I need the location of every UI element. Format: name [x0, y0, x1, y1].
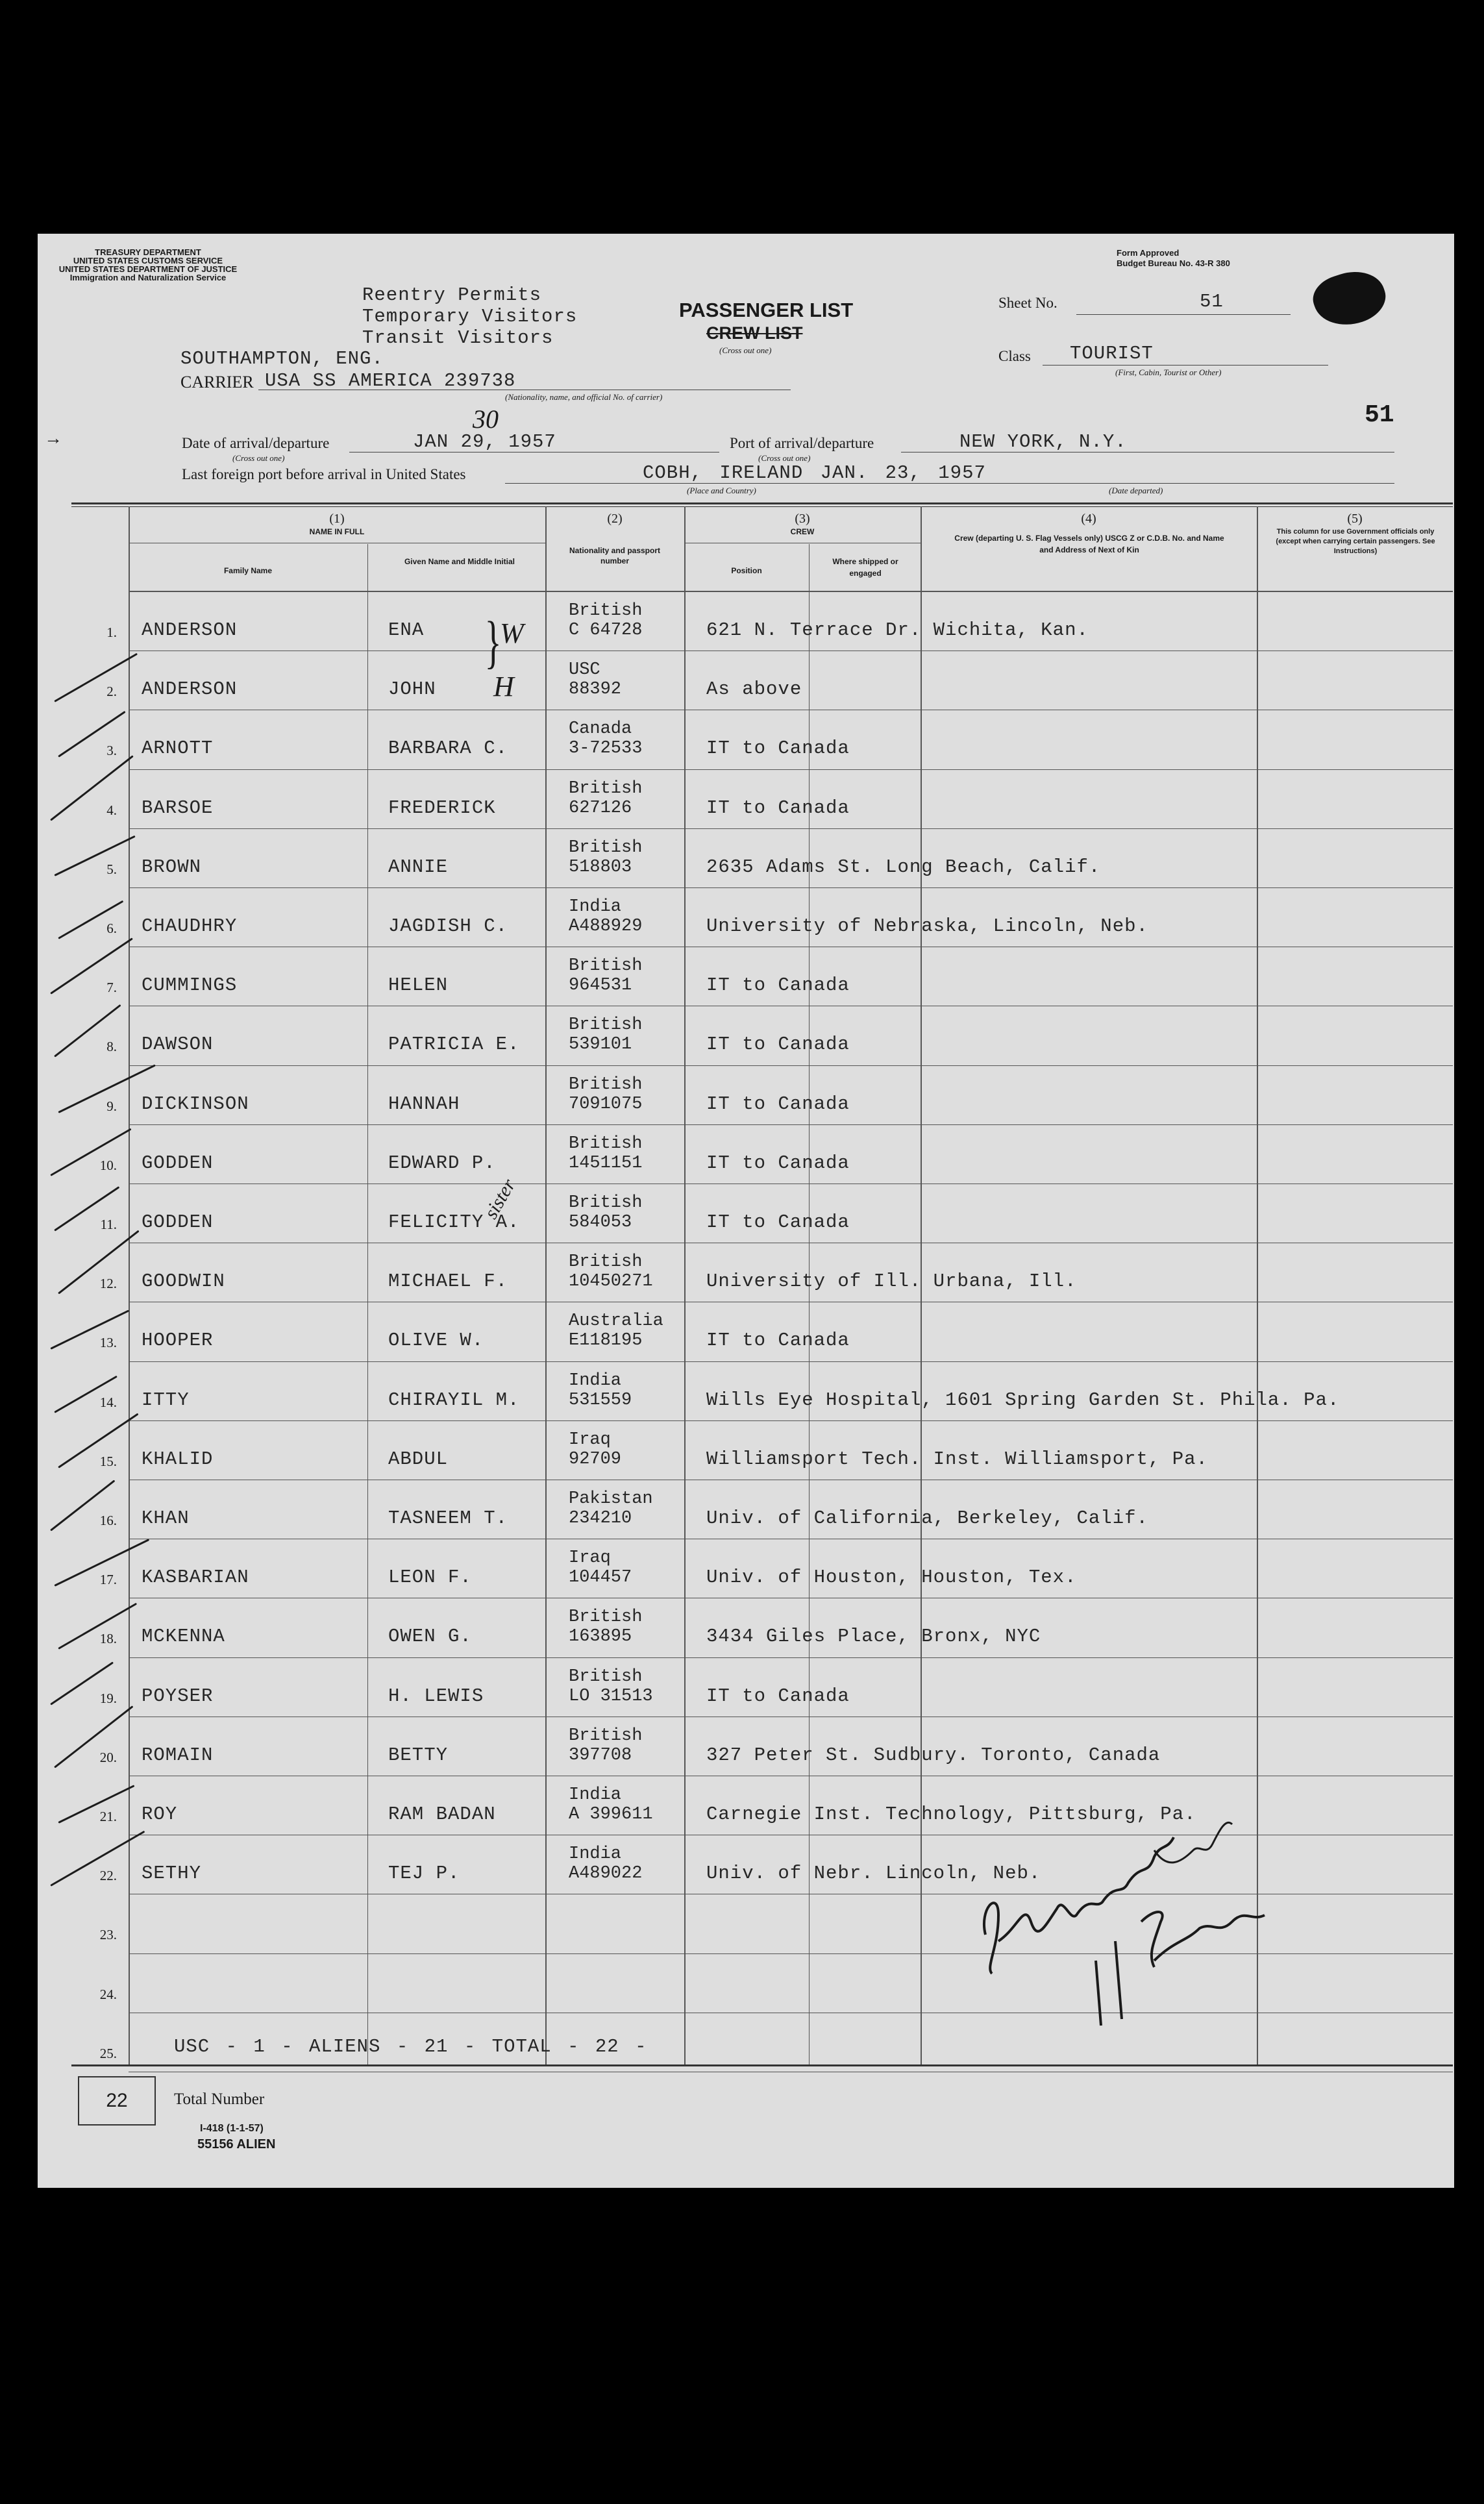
family-name: POYSER — [142, 1685, 214, 1707]
crew-or-address: Univ. of Nebr. Lincoln, Neb. — [706, 1863, 1041, 1885]
given-name: BARBARA C. — [388, 738, 508, 760]
family-name: ROY — [142, 1804, 178, 1825]
sheet-number: 51 — [1200, 291, 1224, 312]
crew-or-address: IT to Canada — [706, 1685, 850, 1707]
crew-or-address: As above — [706, 678, 802, 700]
table-row — [38, 1717, 1453, 1776]
budget-bureau: Budget Bureau No. 43-R 380 — [1117, 258, 1230, 268]
given-name: JAGDISH C. — [388, 915, 508, 937]
signature — [959, 1811, 1297, 2032]
page-number: 51 — [1365, 401, 1394, 429]
date-departed-note: (Date departed) — [1109, 486, 1163, 495]
col3-number: (3) — [795, 512, 810, 526]
row-number: 10. — [99, 1157, 117, 1173]
passport-number: 7091075 — [569, 1094, 643, 1114]
crew-or-address: Carnegie Inst. Technology, Pittsburg, Pa. — [706, 1804, 1196, 1825]
row-number: 8. — [106, 1039, 117, 1055]
table-row — [38, 1125, 1453, 1184]
passport-number: 88392 — [569, 680, 622, 700]
passport-number: 627126 — [569, 798, 632, 818]
row-number: 5. — [106, 861, 117, 877]
col2-title: Nationality and passport number — [569, 546, 661, 565]
row2-handwritten-mark: H — [493, 671, 514, 702]
given-name: TEJ P. — [388, 1863, 460, 1885]
col5-number: (5) — [1347, 512, 1363, 526]
carrier-value: USA SS AMERICA 239738 — [265, 370, 516, 391]
nationality: British — [569, 1667, 643, 1687]
document-subtitle: CREW LIST — [706, 323, 803, 343]
nationality: India — [569, 1785, 622, 1805]
given-name: TASNEEM T. — [388, 1507, 508, 1529]
col4-number: (4) — [1081, 512, 1096, 526]
given-name: FREDERICK — [388, 797, 496, 819]
row-number: 4. — [106, 802, 117, 818]
col-shipped-header: Where shipped or engaged — [832, 557, 898, 578]
col3-title: CREW — [790, 527, 815, 536]
nationality: India — [569, 897, 622, 917]
row-number: 13. — [99, 1335, 117, 1351]
table-row — [38, 1421, 1453, 1480]
row-number: 3. — [106, 743, 117, 759]
purpose-reentry: Reentry Permits — [362, 284, 542, 306]
port-value: NEW YORK, N.Y. — [959, 431, 1127, 452]
brace-mark: } — [484, 610, 502, 675]
col1-number: (1) — [329, 512, 345, 526]
col-position-header: Position — [731, 566, 762, 575]
crew-or-address: IT to Canada — [706, 1152, 850, 1174]
passport-number: A489022 — [569, 1864, 643, 1884]
family-name: GODDEN — [142, 1152, 214, 1174]
table-row — [38, 1539, 1453, 1598]
given-name: OWEN G. — [388, 1626, 472, 1648]
crew-or-address: 2635 Adams St. Long Beach, Calif. — [706, 856, 1101, 878]
nationality: British — [569, 1015, 643, 1035]
family-name: KHALID — [142, 1448, 214, 1470]
row-number: 19. — [99, 1690, 117, 1706]
class-note: (First, Cabin, Tourist or Other) — [1115, 367, 1222, 377]
nationality: Iraq — [569, 1430, 611, 1450]
passport-number: 3-72533 — [569, 739, 643, 759]
crew-or-address: IT to Canada — [706, 1211, 850, 1233]
table-row — [38, 1006, 1453, 1065]
nationality: British — [569, 1726, 643, 1746]
row-number: 12. — [99, 1276, 117, 1292]
table-row — [38, 1362, 1453, 1421]
ink-blot — [1307, 263, 1391, 334]
family-name: MCKENNA — [142, 1626, 225, 1648]
given-name: H. LEWIS — [388, 1685, 484, 1707]
total-number-value: 22 — [106, 2090, 128, 2111]
handwritten-day: 30 — [473, 404, 499, 434]
family-name: KHAN — [142, 1507, 190, 1529]
title-cross-out-note: (Cross out one) — [719, 345, 772, 355]
nationality: British — [569, 956, 643, 976]
crew-or-address: 327 Peter St. Sudbury. Toronto, Canada — [706, 1744, 1161, 1766]
table-row — [38, 770, 1453, 829]
nationality: Pakistan — [569, 1489, 653, 1509]
nationality: USC — [569, 660, 600, 680]
row-number: 24. — [99, 1986, 117, 2002]
family-name: CHAUDHRY — [142, 915, 238, 937]
purpose-temporary: Temporary Visitors — [362, 306, 578, 327]
row-number: 9. — [106, 1098, 117, 1114]
class-label: Class — [998, 348, 1031, 364]
family-name: ANDERSON — [142, 619, 238, 641]
family-name: SETHY — [142, 1863, 202, 1885]
row-number: 6. — [106, 921, 117, 936]
given-name: PATRICIA E. — [388, 1034, 520, 1056]
passport-number: 397708 — [569, 1745, 632, 1765]
row-number: 11. — [100, 1217, 117, 1232]
table-top-rule — [71, 502, 1453, 504]
family-name: ITTY — [142, 1389, 190, 1411]
given-name: ABDUL — [388, 1448, 449, 1470]
col-given-header: Given Name and Middle Initial — [404, 557, 515, 566]
document-page — [38, 234, 1454, 2188]
crew-or-address: Williamsport Tech. Inst. Williamsport, Pa. — [706, 1448, 1208, 1470]
nationality: British — [569, 1193, 643, 1213]
passport-number: 10450271 — [569, 1272, 653, 1292]
form-subtitle: 55156 ALIEN — [197, 2137, 276, 2151]
family-name: KASBARIAN — [142, 1567, 249, 1589]
row-number: 23. — [99, 1927, 117, 1943]
date-cross-out-note: (Cross out one) — [232, 453, 285, 463]
total-number-box — [78, 2076, 156, 2126]
crew-or-address: 621 N. Terrace Dr. Wichita, Kan. — [706, 619, 1089, 641]
carrier-note: (Nationality, name, and official No. of carrier) — [505, 392, 663, 402]
passport-number: 92709 — [569, 1449, 622, 1469]
family-name: ANDERSON — [142, 678, 238, 700]
row-number: 17. — [99, 1572, 117, 1588]
nationality: British — [569, 1074, 643, 1095]
nationality: Canada — [569, 719, 632, 739]
purpose-list — [362, 284, 577, 349]
passport-number: 1451151 — [569, 1153, 643, 1173]
table-row — [38, 1658, 1453, 1717]
col4-title: Crew (departing U. S. Flag Vessels only) USCG Z or C.D.B. No. and Name and Address of Next of Kin — [954, 534, 1224, 554]
total-number-label: Total Number — [174, 2090, 265, 2108]
class-value: TOURIST — [1070, 343, 1154, 364]
passport-number: 539101 — [569, 1035, 632, 1055]
row-number: 1. — [106, 625, 117, 640]
col1-title: NAME IN FULL — [309, 527, 365, 536]
family-name: GODDEN — [142, 1211, 214, 1233]
table-row — [38, 651, 1453, 710]
passport-number: A 399611 — [569, 1805, 653, 1824]
table-row — [38, 829, 1453, 888]
nationality: British — [569, 601, 643, 621]
given-name: HELEN — [388, 974, 449, 997]
crew-or-address: IT to Canada — [706, 1093, 850, 1115]
family-name: ARNOTT — [142, 738, 214, 760]
table-row — [38, 888, 1453, 947]
passport-number: A488929 — [569, 917, 643, 936]
date-value: JAN 29, 1957 — [413, 431, 556, 452]
family-name: BROWN — [142, 856, 202, 878]
family-name: DICKINSON — [142, 1093, 249, 1115]
margin-arrow-mark: → — [44, 428, 62, 449]
passport-number: LO 31513 — [569, 1686, 653, 1706]
crew-or-address: IT to Canada — [706, 738, 850, 760]
given-name: JOHN — [388, 678, 436, 700]
row-number: 16. — [99, 1513, 117, 1528]
family-name: GOODWIN — [142, 1271, 225, 1293]
given-name: EDWARD P. — [388, 1152, 496, 1174]
port-label: Port of arrival/departure — [730, 435, 874, 451]
crew-or-address: University of Nebraska, Lincoln, Neb. — [706, 915, 1148, 937]
crew-or-address: IT to Canada — [706, 1330, 850, 1352]
crew-or-address: University of Ill. Urbana, Ill. — [706, 1271, 1077, 1293]
row-number: 7. — [106, 980, 117, 996]
origin-port: SOUTHAMPTON, ENG. — [180, 348, 384, 369]
given-name: ENA — [388, 619, 425, 641]
passport-number: 163895 — [569, 1627, 632, 1647]
table-row — [38, 1243, 1453, 1302]
last-port-value: COBH, IRELAND JAN. 23, 1957 — [643, 462, 986, 484]
table-row — [38, 1302, 1453, 1361]
col5-title: This column for use Government officials only (except when carrying certain passengers. See Instructions) — [1276, 528, 1435, 555]
port-cross-out-note: (Cross out one) — [758, 453, 811, 463]
place-note: (Place and Country) — [687, 486, 756, 495]
row-number: 20. — [99, 1749, 117, 1765]
passport-number: C 64728 — [569, 621, 643, 640]
family-name: HOOPER — [142, 1330, 214, 1352]
family-name: CUMMINGS — [142, 974, 238, 997]
table-row — [38, 1598, 1453, 1657]
agency-line-2: UNITED STATES CUSTOMS SERVICE — [73, 256, 223, 266]
nationality: India — [569, 1844, 622, 1865]
passport-number: 584053 — [569, 1213, 632, 1232]
given-name: FELICITY A. — [388, 1211, 520, 1233]
nationality: Iraq — [569, 1548, 611, 1568]
crew-or-address: IT to Canada — [706, 797, 850, 819]
given-name: RAM BADAN — [388, 1804, 496, 1825]
col2-number: (2) — [607, 512, 623, 526]
form-number: I-418 (1-1-57) — [200, 2123, 264, 2134]
nationality: British — [569, 837, 643, 858]
row-number: 21. — [99, 1809, 117, 1824]
passport-number: E118195 — [569, 1331, 643, 1351]
table-row — [38, 947, 1453, 1006]
family-name: ROMAIN — [142, 1744, 214, 1766]
agency-line-4: Immigration and Naturalization Service — [69, 273, 227, 282]
agency-block — [51, 248, 245, 282]
date-label: Date of arrival/departure — [182, 435, 330, 451]
form-approved: Form Approved — [1117, 248, 1180, 258]
given-name: MICHAEL F. — [388, 1271, 508, 1293]
nationality: British — [569, 1252, 643, 1272]
given-name: ANNIE — [388, 856, 449, 878]
family-name: BARSOE — [142, 797, 214, 819]
passport-number: 531559 — [569, 1390, 632, 1410]
row-number: 15. — [99, 1453, 117, 1469]
table-row — [38, 1184, 1453, 1243]
carrier-label: CARRIER — [180, 373, 254, 391]
table-bottom-rule — [71, 2064, 1453, 2066]
nationality: India — [569, 1370, 622, 1391]
row11-handwritten-mark: sister — [480, 1175, 520, 1223]
nationality: British — [569, 1134, 643, 1154]
passport-number: 964531 — [569, 976, 632, 996]
row-number: 25. — [99, 2045, 117, 2061]
last-port-label: Last foreign port before arrival in United States — [182, 466, 466, 482]
row-number: 22. — [99, 1868, 117, 1884]
crew-or-address: Univ. of California, Berkeley, Calif. — [706, 1507, 1148, 1529]
crew-or-address: IT to Canada — [706, 974, 850, 997]
nationality: British — [569, 1607, 643, 1628]
nationality: Australia — [569, 1311, 663, 1332]
summary-line: USC - 1 - ALIENS - 21 - TOTAL - 22 - — [174, 2036, 647, 2057]
table-row — [38, 592, 1453, 651]
table-row — [38, 1066, 1453, 1125]
passport-number: 518803 — [569, 857, 632, 877]
given-name: BETTY — [388, 1744, 449, 1766]
agency-line-1: TREASURY DEPARTMENT — [95, 247, 201, 257]
crew-or-address: Univ. of Houston, Houston, Tex. — [706, 1567, 1077, 1589]
passport-number: 234210 — [569, 1509, 632, 1528]
agency-line-3: UNITED STATES DEPARTMENT OF JUSTICE — [58, 264, 238, 274]
crew-or-address: Wills Eye Hospital, 1601 Spring Garden St. Phila. Pa. — [706, 1389, 1340, 1411]
given-name: OLIVE W. — [388, 1330, 484, 1352]
row1-handwritten-mark: W — [500, 617, 524, 649]
purpose-transit: Transit Visitors — [362, 327, 554, 349]
document-title: PASSENGER LIST — [679, 299, 854, 321]
table-row — [38, 1480, 1453, 1539]
sheet-label: Sheet No. — [998, 295, 1057, 311]
row-number: 14. — [99, 1394, 117, 1410]
family-name: DAWSON — [142, 1034, 214, 1056]
table-row — [38, 710, 1453, 769]
row-number: 2. — [106, 684, 117, 700]
given-name: HANNAH — [388, 1093, 460, 1115]
crew-or-address: IT to Canada — [706, 1034, 850, 1056]
row-number: 18. — [99, 1631, 117, 1647]
given-name: LEON F. — [388, 1567, 472, 1589]
passport-number: 104457 — [569, 1568, 632, 1588]
crew-or-address: 3434 Giles Place, Bronx, NYC — [706, 1626, 1041, 1648]
nationality: British — [569, 778, 643, 799]
given-name: CHIRAYIL M. — [388, 1389, 520, 1411]
col-family-header: Family Name — [223, 566, 273, 575]
